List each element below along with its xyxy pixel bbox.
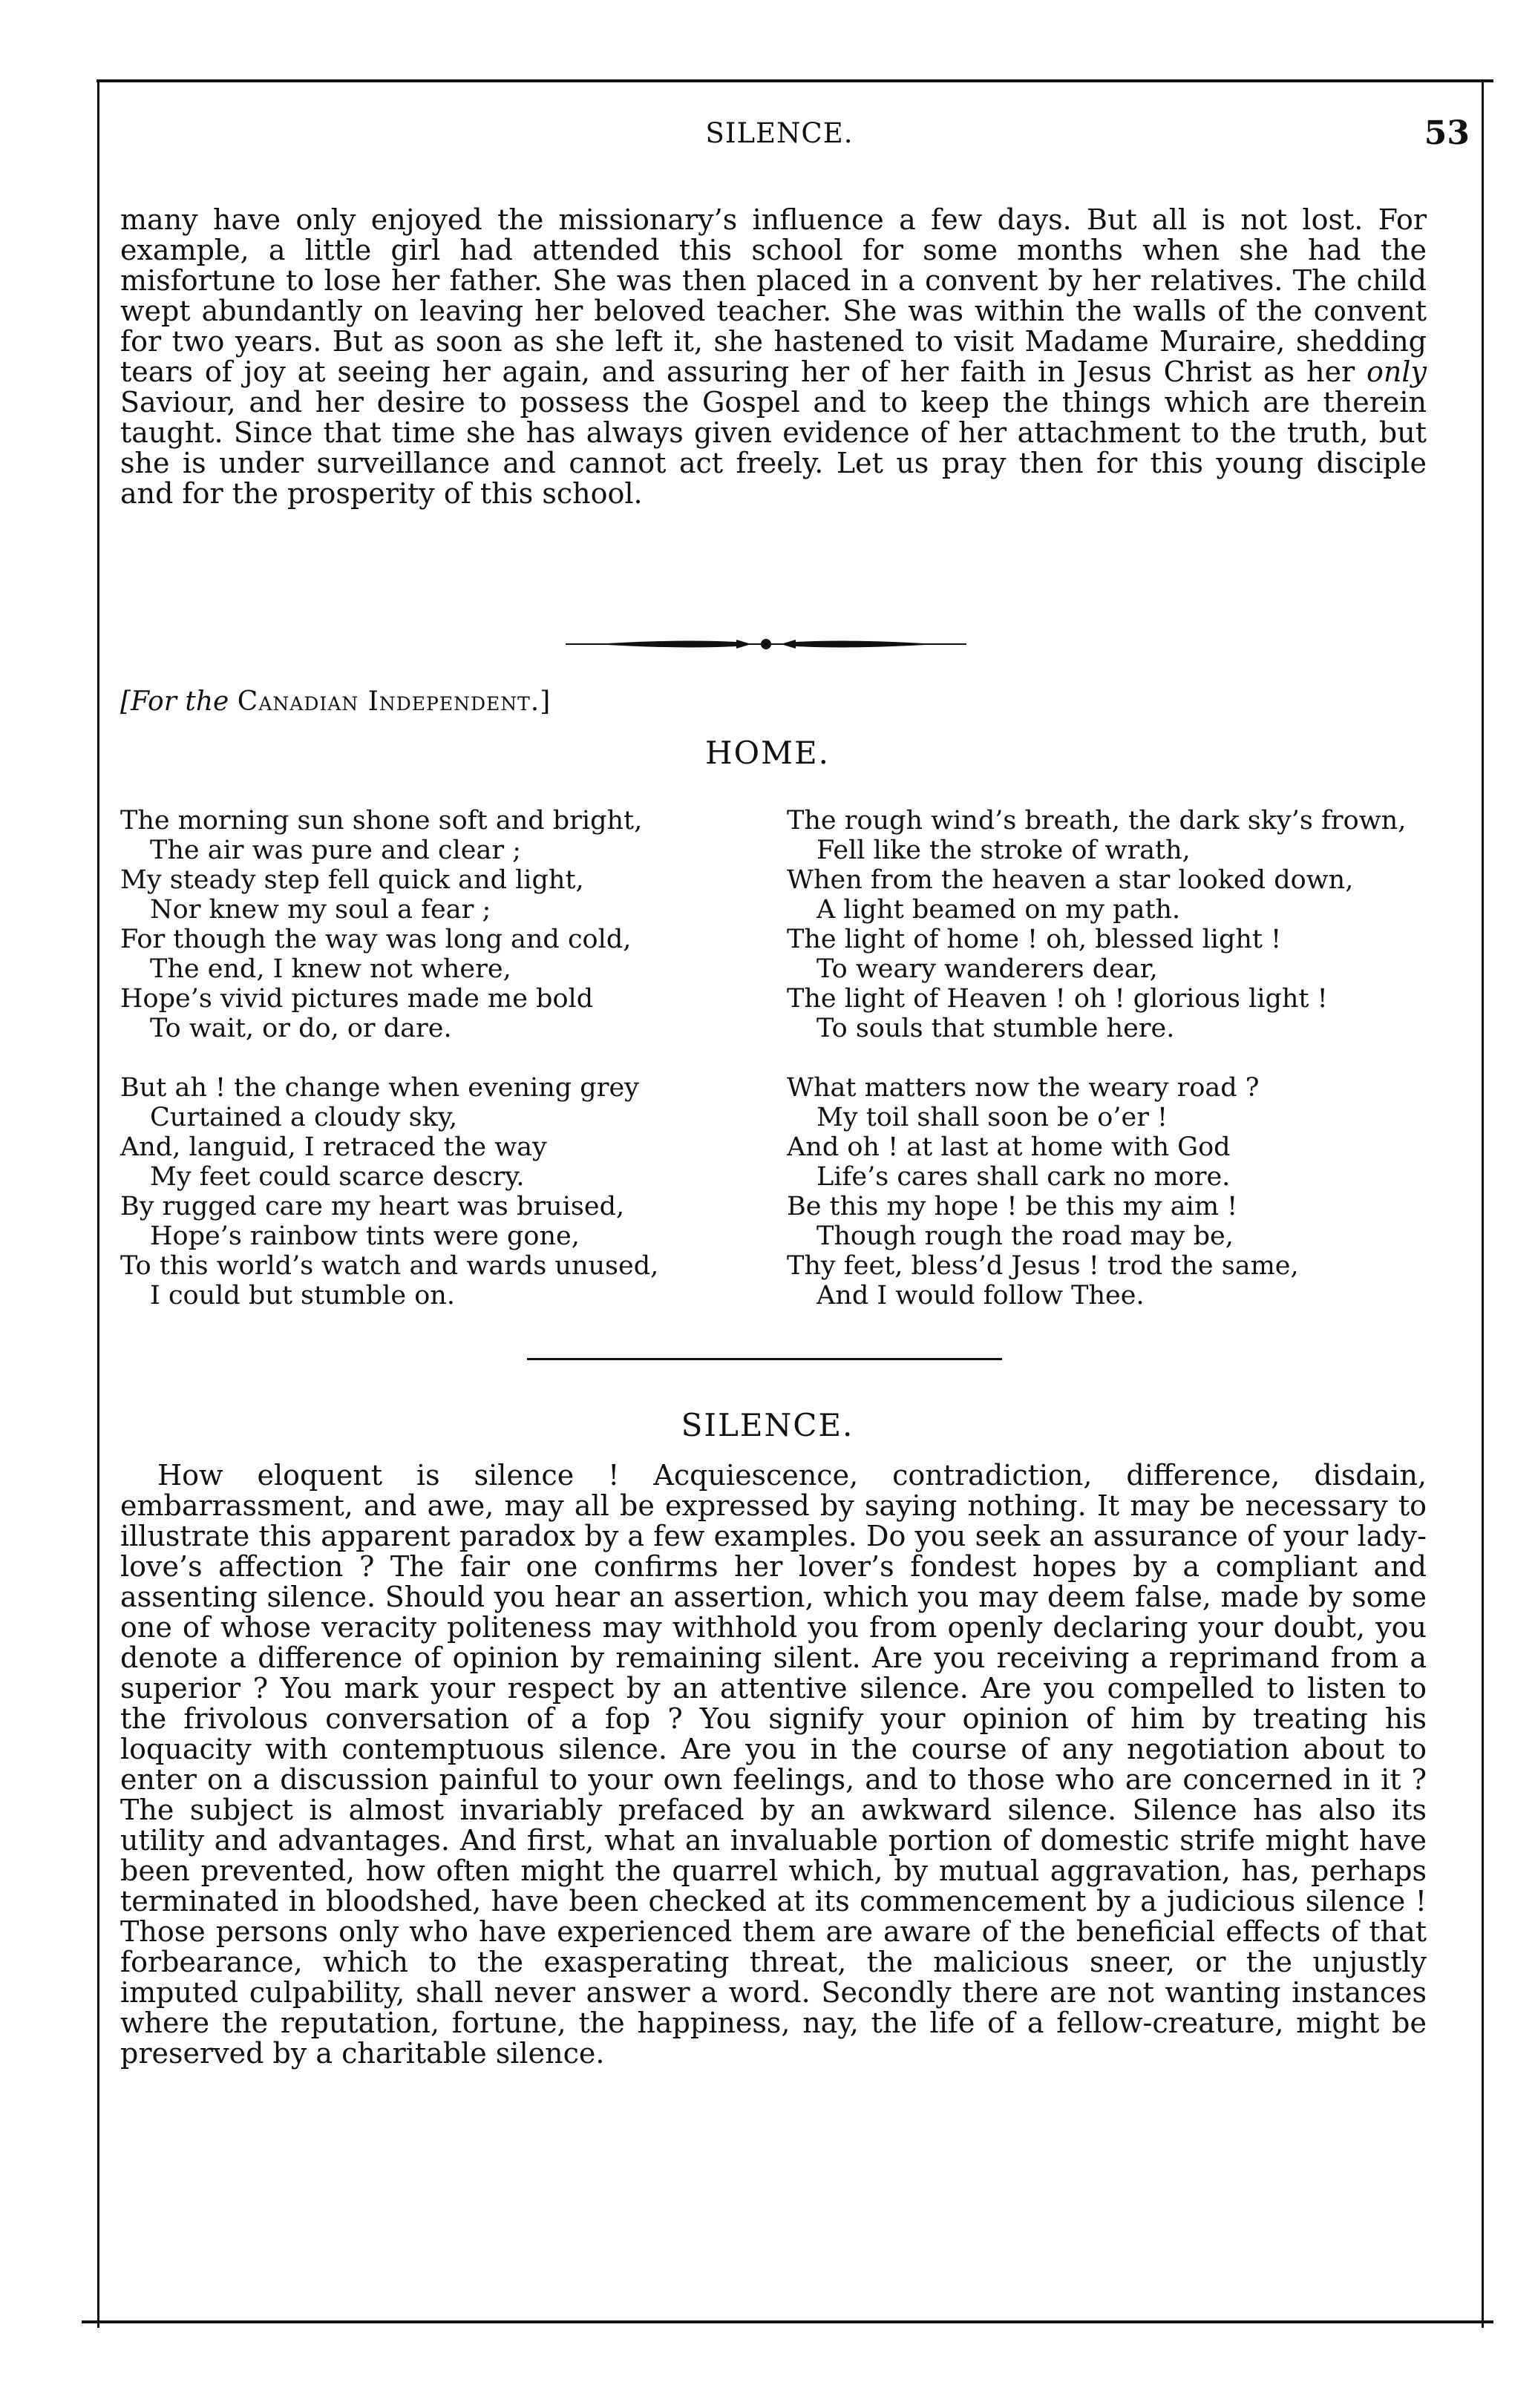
poem-line: Be this my hope ! be this my aim ! — [787, 1192, 1238, 1221]
poem-line: And oh ! at last at home with God — [787, 1132, 1231, 1162]
poem-line: Nor knew my soul a fear ; — [150, 895, 491, 925]
poem-line: My steady step fell quick and light, — [120, 865, 584, 895]
poem-left-column — [120, 806, 759, 1340]
poem-line: When from the heaven a star looked down, — [787, 865, 1354, 895]
credit-publication: Canadian Independent.] — [237, 686, 552, 717]
poem-line: What matters now the weary road ? — [787, 1073, 1260, 1103]
poem-line: My feet could scarce descry. — [150, 1162, 525, 1192]
poem-right-column — [787, 806, 1455, 1340]
poem-line: And I would follow Thee. — [816, 1281, 1145, 1310]
poem-line: To this world’s watch and wards unused, — [120, 1251, 659, 1281]
poem-line: But ah ! the change when evening grey — [120, 1073, 639, 1103]
poem-line: Hope’s vivid pictures made me bold — [120, 984, 594, 1014]
opening-emphasis: only — [1367, 355, 1427, 388]
poem-line: By rugged care my heart was bruised, — [120, 1192, 625, 1221]
page-border-right — [1482, 79, 1484, 2328]
poem-title: HOME. — [704, 735, 831, 771]
poem-line: Thy feet, bless’d Jesus ! trod the same, — [787, 1251, 1299, 1281]
poem-line: And, languid, I retraced the way — [120, 1132, 547, 1162]
page-border-bottom — [82, 2320, 1493, 2323]
poem-line: My toil shall soon be o’er ! — [816, 1103, 1168, 1132]
ornamental-divider — [566, 637, 966, 652]
poem-line: The rough wind’s breath, the dark sky’s frown, — [787, 806, 1407, 836]
opening-paragraph — [120, 205, 1427, 509]
poem-line: For though the way was long and cold, — [120, 925, 632, 954]
poem-line: To wait, or do, or dare. — [150, 1014, 452, 1043]
poem-line: The morning sun shone soft and bright, — [120, 806, 643, 836]
section-separator-rule — [527, 1358, 1002, 1360]
poem-line: I could but stumble on. — [150, 1281, 455, 1310]
poem-stanza-1 — [120, 806, 759, 1043]
poem-line: Fell like the stroke of wrath, — [816, 836, 1191, 865]
section-title: SILENCE. — [681, 1407, 854, 1443]
poem-line: The end, I knew not where, — [150, 954, 511, 984]
silence-essay — [120, 1460, 1427, 2069]
poem-line: Hope’s rainbow tints were gone, — [150, 1221, 580, 1251]
poem-stanza-4 — [787, 1073, 1455, 1310]
running-head — [119, 114, 1470, 162]
poem-line: Though rough the road may be, — [816, 1221, 1234, 1251]
credit-prefix: [For the — [120, 686, 229, 717]
poem-stanza-3 — [787, 806, 1455, 1043]
poem-line: To weary wanderers dear, — [816, 954, 1158, 984]
running-head-title: SILENCE. — [705, 117, 854, 149]
poem-line: The light of home ! oh, blessed light ! — [787, 925, 1282, 954]
poem-stanza-2 — [120, 1073, 759, 1310]
essay-paragraph: How eloquent is silence ! Acquiescence, contradiction, difference, disdain, embarrassment, and awe, may all be expressed by saying nothing. It may be necessary to illustrate this apparent paradox by a few examples. Do you seek an assurance of your lady-love’s affection ? The fair one confirms her lover’s fondest hopes by a compliant and assenting silence. Should you hear an assertion, which you may deem false, made by some one of whose veracity politeness may withhold you from openly declaring your doubt, you denote a difference of opinion by remaining silent. Are you receiving a reprimand from a superior ? You mark your respect by an attentive silence. Are you compelled to listen to the frivolous conversation of a fop ? You signify your opinion of him by treating his loquacity with contemptuous silence. Are you in the course of any negotiation about to enter on a discussion painful to your own feelings, and to those who are concerned in it ? The subject is almost invariably prefaced by an awkward silence. Silence has also its utility and advantages. And first, what an invaluable portion of domestic strife might have been prevented, how often might the quarrel which, by mutual aggravation, has, perhaps terminated in bloodshed, have been checked at its commencement by a judicious silence ! Those persons only who have experienced them are aware of the beneficial effects of that forbearance, which to the exasperating threat, the malicious sneer, or the unjustly imputed culpability, shall never answer a word. Secondly there are not wanting instances where the reputation, fortune, the happiness, nay, the life of a fellow-creature, might be preserved by a charitable silence. — [120, 1459, 1427, 2070]
page-border-left — [97, 79, 99, 2328]
poem-line: Life’s cares shall cark no more. — [816, 1162, 1231, 1192]
poem-line: The light of Heaven ! oh ! glorious light ! — [787, 984, 1328, 1014]
page-border-top — [96, 79, 1493, 82]
poem-credit — [120, 686, 551, 717]
poem-line: To souls that stumble here. — [816, 1014, 1175, 1043]
poem-line: The air was pure and clear ; — [150, 836, 522, 865]
poem-line: Curtained a cloudy sky, — [150, 1103, 458, 1132]
poem-line: A light beamed on my path. — [816, 895, 1181, 925]
opening-text-part-1: many have only enjoyed the missionary’s influence a few days. But all is not lost. For example, a little girl had attended this school for some months when she had the misfortune to lose her father. She was then placed in a convent by her relatives. The child wept abundantly on leaving her beloved teacher. She was within the walls of the convent for two years. But as soon as she left it, she hastened to visit Madame Muraire, shedding tears of joy at seeing her again, and assuring her of her faith in Jesus Christ as her — [120, 203, 1427, 388]
opening-text-part-2: Saviour, and her desire to possess the Gospel and to keep the things which are therein taught. Since that time she has always given evidence of her attachment to the truth, but she is under surveillance and cannot act freely. Let us pray then for this young disciple and for the prosperity of this school. — [120, 386, 1427, 510]
page-number: 53 — [1424, 114, 1470, 152]
